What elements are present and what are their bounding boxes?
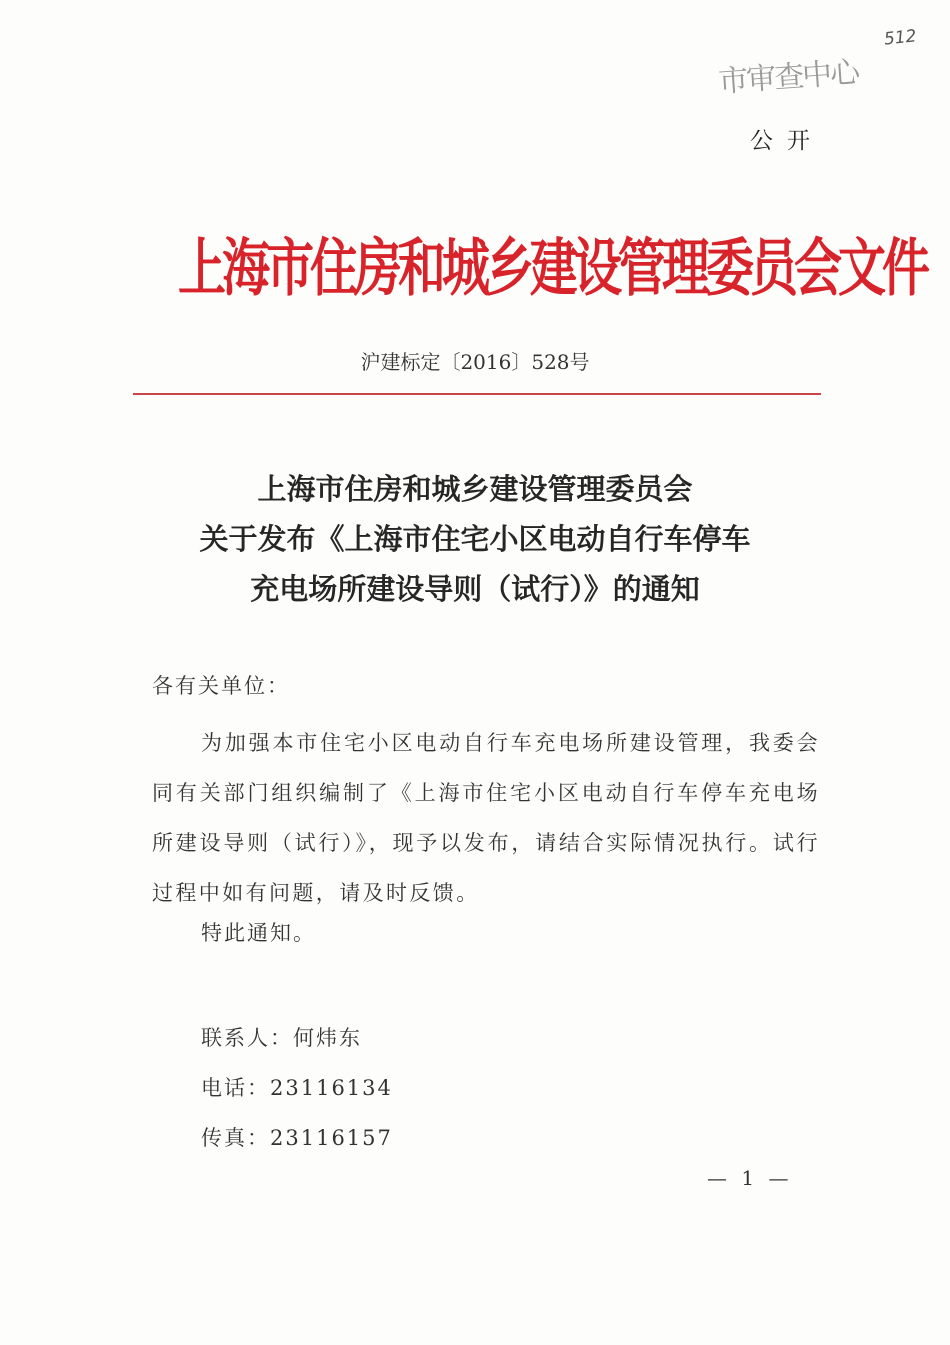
- salutation: 各有关单位：: [152, 674, 290, 698]
- closing-line: 特此通知。: [201, 921, 316, 945]
- title-line-3: 充电场所建设导则（试行）》的通知: [250, 572, 700, 606]
- contact-phone: 电话：23116134: [201, 1076, 393, 1100]
- title-line-1: 上海市住房和城乡建设管理委员会: [257, 472, 693, 506]
- document-title: [0, 464, 950, 614]
- red-divider: [133, 393, 821, 395]
- page-mark: 512: [883, 26, 918, 50]
- title-line-2: 关于发布《上海市住宅小区电动自行车停车: [199, 522, 751, 556]
- contact-fax: 传真：23116157: [201, 1126, 393, 1150]
- contact-block: [201, 1013, 393, 1163]
- page-number: — 1 —: [707, 1166, 793, 1190]
- document-number: 沪建标定〔2016〕528号: [360, 350, 590, 374]
- body-paragraph: 为加强本市住宅小区电动自行车充电场所建设管理，我委会同有关部门组织编制了《上海市住宅小区电动自行车停车充电场所建设导则（试行）》，现予以发布，请结合实际情况执行。试行过程中如有问题，请及时反馈。: [152, 731, 820, 905]
- handwritten-note: 市审查中心: [717, 55, 860, 100]
- publicity-label: 公开: [750, 128, 824, 154]
- contact-person: 联系人：何炜东: [201, 1026, 362, 1050]
- issuer-header: 上海市住房和城乡建设管理委员会文件: [178, 232, 927, 306]
